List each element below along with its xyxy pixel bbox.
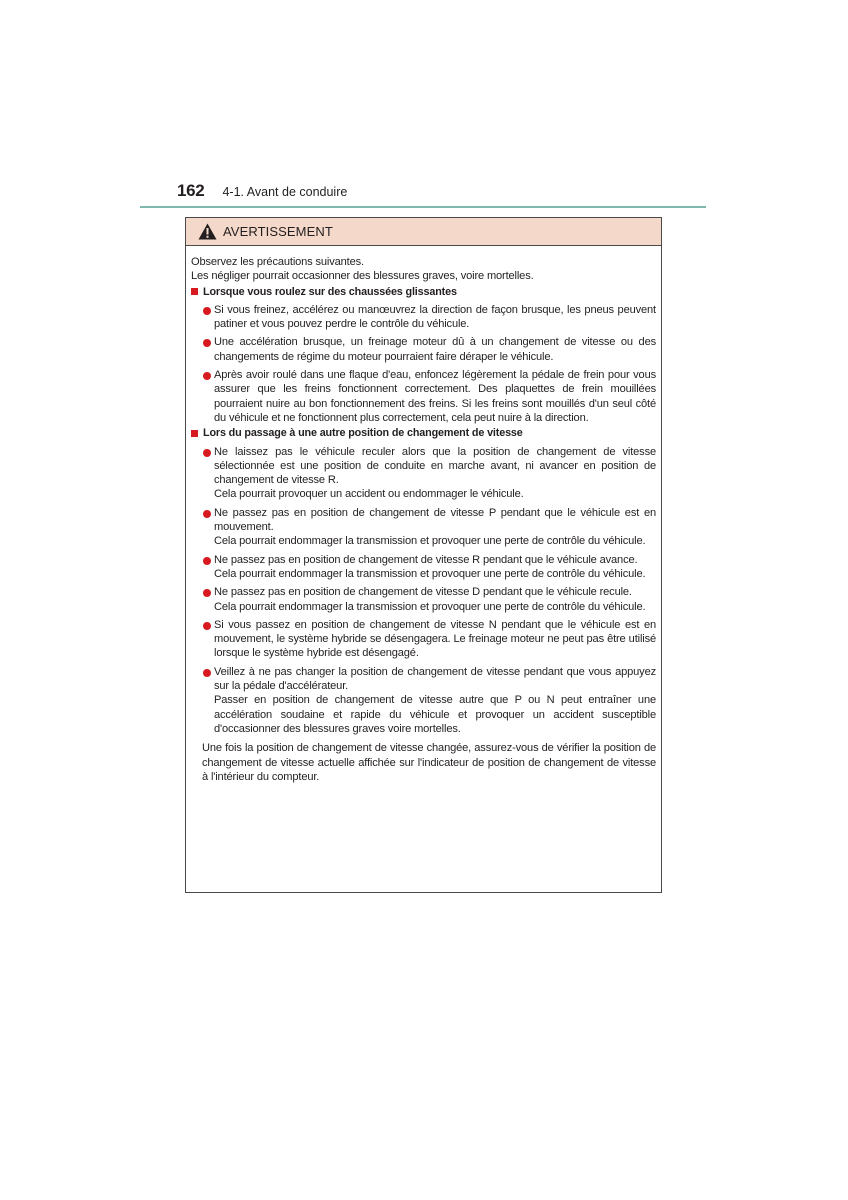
item-text: Ne passez pas en position de changement de vitesse D pendant que le véhicule recule. [214, 586, 632, 599]
list-item [191, 445, 656, 502]
item-text: Si vous freinez, accélérez ou manœuvrez la direction de façon brusque, les pneus peuvent patiner et vous pouvez perdre le contrôle du véhicule. [214, 303, 656, 331]
item-text: Veillez à ne pas changer la position de changement de vitesse pendant que vous appuyez sur la pédale d'accélérateur. [214, 665, 656, 693]
list-item [191, 665, 656, 736]
warning-triangle-icon [198, 223, 217, 240]
bullet-dot-icon [203, 622, 211, 630]
item-extra: Cela pourrait provoquer un accident ou endommager le véhicule. [214, 488, 524, 501]
warning-header [186, 218, 661, 246]
item-extra: Cela pourrait endommager la transmission et provoquer une perte de contrôle du véhicule. [214, 535, 646, 548]
section-heading-text: Lors du passage à une autre position de changement de vitesse [203, 427, 523, 440]
bullet-dot-icon [203, 589, 211, 597]
header-rule [140, 206, 706, 208]
item-extra: Cela pourrait endommager la transmission et provoquer une perte de contrôle du véhicule. [214, 567, 646, 580]
list-item [191, 335, 656, 364]
section-slippery-roads [191, 285, 656, 426]
warning-title: AVERTISSEMENT [223, 224, 333, 239]
square-bullet-icon [191, 288, 198, 295]
item-text: Ne passez pas en position de changement de vitesse P pendant que le véhicule est en mouvement. [214, 506, 656, 534]
section-heading [191, 285, 656, 299]
page-header [177, 181, 347, 203]
section-title: 4-1. Avant de conduire [222, 185, 348, 199]
section-shift-position [191, 426, 656, 736]
bullet-dot-icon [203, 372, 211, 380]
list-item [191, 303, 656, 332]
list-item [191, 506, 656, 549]
square-bullet-icon [191, 430, 198, 437]
section-heading [191, 426, 656, 440]
closing-paragraph: Une fois la position de changement de vitesse changée, assurez-vous de vérifier la position de changement de vitesse actuelle affichée sur l'indicateur de position de changement de vitesse à l'intérieur du compteur. [202, 742, 656, 783]
item-text: Une accélération brusque, un freinage moteur dû à un changement de vitesse ou des changements de régime du moteur pourraient faire déraper le véhicule. [214, 336, 656, 363]
item-extra: Cela pourrait endommager la transmission et provoquer une perte de contrôle du véhicule. [214, 600, 646, 613]
intro-line: Les négliger pourrait occasionner des blessures graves, voire mortelles. [191, 270, 534, 283]
bullet-dot-icon [203, 307, 211, 315]
item-text: Après avoir roulé dans une flaque d'eau, enfoncez légèrement la pédale de frein pour vous assurer que les freins fonctionnent correctement. Des plaquettes de frein mouillées pourraient nuire au bon fonctionnement des freins. Si les freins sont mouillés d'un seul côté du véhicule et ne fonctionnent plus correctement, cela peut nuire à la direction. [214, 369, 656, 424]
bullet-dot-icon [203, 557, 211, 565]
list-item [191, 585, 656, 614]
list-item [191, 368, 656, 425]
bullet-dot-icon [203, 449, 211, 457]
page-number: 162 [177, 181, 205, 200]
warning-box [185, 217, 662, 893]
item-text: Ne passez pas en position de changement de vitesse R pendant que le véhicule avance. [214, 553, 638, 566]
intro-line: Observez les précautions suivantes. [191, 256, 364, 268]
item-text: Si vous passez en position de changement de vitesse N pendant que le véhicule est en mouvement, le système hybride se désengagera. Le freinage moteur ne peut pas être utilisé lorsque le système hybride est désengagé. [214, 618, 656, 660]
item-text: Ne laissez pas le véhicule reculer alors que la position de changement de vitesse sélectionnée est une position de conduite en marche avant, ni avancer en position de changement de vitesse R. [214, 445, 656, 487]
bullet-dot-icon [203, 669, 211, 677]
item-extra: Passer en position de changement de vitesse autre que P ou N peut entraîner une accélération soudaine et rapide du véhicule et provoquer un accident susceptible d'occasionner des blessures graves voire mortelles. [214, 694, 656, 735]
list-item [191, 618, 656, 661]
list-item [191, 553, 656, 582]
bullet-dot-icon [203, 510, 211, 518]
warning-body [186, 246, 661, 784]
bullet-dot-icon [203, 339, 211, 347]
section-heading-text: Lorsque vous roulez sur des chaussées glissantes [203, 285, 457, 298]
